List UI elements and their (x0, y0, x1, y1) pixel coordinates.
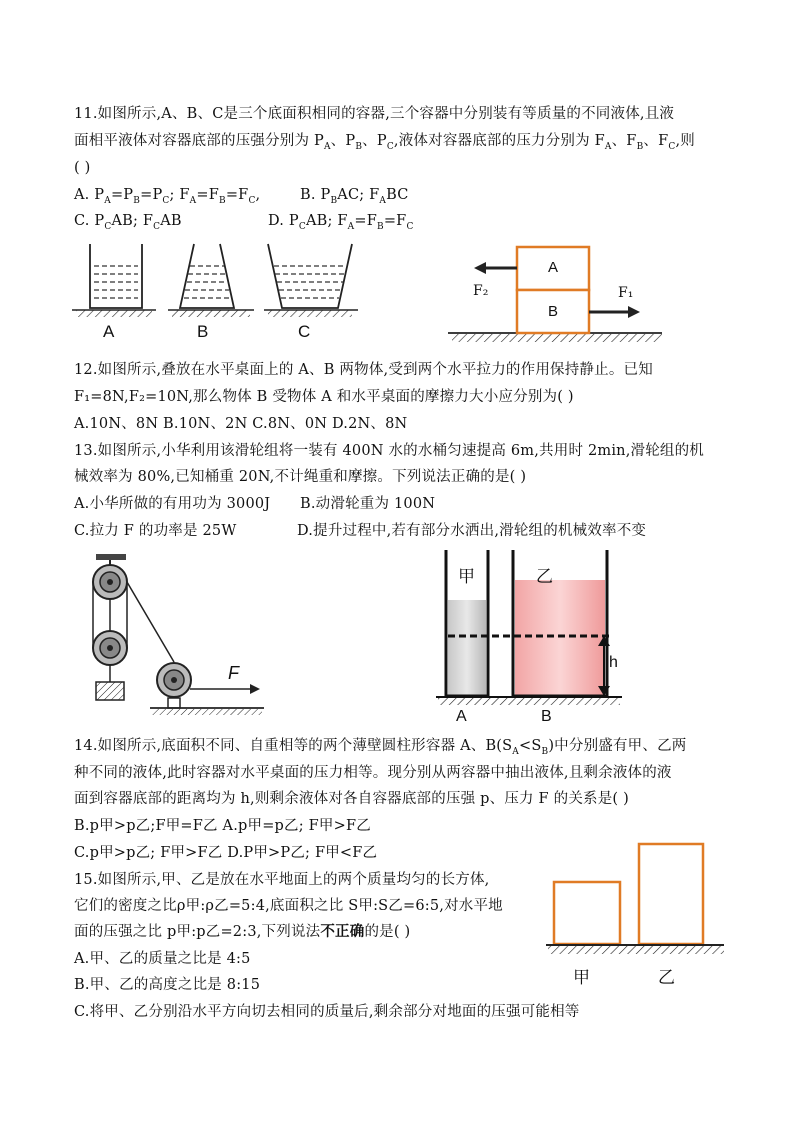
force-label-f1: F₁ (618, 285, 634, 301)
q11-sub: C (668, 141, 676, 152)
tank-a-liquid-label: 甲 (458, 567, 475, 587)
block-yi (639, 844, 703, 944)
q11-sub: B (636, 141, 644, 152)
q12-line1: 12.如图所示,叠放在水平桌面上的 A、B 两物体,受到两个水平拉力的作用保持静止。已知 (74, 362, 653, 378)
q13-option-d: D.提升过程中,若有部分水洒出,滑轮组的机械效率不变 (297, 523, 647, 539)
pulley-figure (82, 552, 282, 722)
q15-line2: 它们的密度之比ρ甲:ρ乙=5:4,底面积之比 S甲:S乙=6:5,对水平地 (74, 898, 503, 914)
q11-text: ,液体对容器底部的压力分别为 F (393, 133, 605, 149)
q11-text: 、F (643, 133, 669, 149)
q11-sub: B (355, 141, 363, 152)
weight-block (96, 682, 124, 700)
arrow-f1-head (628, 306, 640, 318)
q12-options: A.10N、8N B.10N、2N C.8N、0N D.2N、8N (74, 416, 408, 432)
fixed-pulley (93, 565, 127, 599)
force-label-f2: F₂ (473, 283, 489, 299)
q11-option-d: D. $P_CAB$; $F_A=F_B=F_C$ (268, 213, 414, 232)
q13-line1: 13.如图所示,小华利用该滑轮组将一装有 400N 水的水桶匀速提高 6m,共用时 2min,滑轮组的机 (74, 443, 705, 459)
arrow-f2-head (474, 262, 486, 274)
two-blocks-figure (544, 842, 726, 964)
q15-option-b: B.甲、乙的高度之比是 8:15 (74, 977, 261, 993)
q13-option-b: B.动滑轮重为 100N (300, 496, 436, 512)
q15-line1: 15.如图所示,甲、乙是放在水平地面上的两个质量均匀的长方体, (74, 872, 490, 888)
q13-option-a: A.小华所做的有用功为 3000J (74, 496, 271, 512)
q14-options-cd: C.p甲>p乙; F甲>F乙 D.P甲>P乙; F甲<F乙 (74, 845, 378, 861)
container-c (264, 244, 358, 317)
q14-text: 14.如图所示,底面积不同、自重相等的两个薄壁圆柱形容器 A、B(S (74, 738, 513, 754)
q11-sub: A (323, 141, 331, 152)
container-label-c: C (298, 322, 311, 341)
container-b (168, 244, 254, 317)
block-label-b: B (548, 303, 559, 320)
q15-text: 的是( ) (364, 924, 411, 940)
q11-text: 、P (362, 133, 387, 149)
containers-figure (72, 238, 372, 348)
q14-line1: 14.如图所示,底面积不同、自重相等的两个薄壁圆柱形容器 A、$B(S_A<S_B)$中分别盛有甲、乙两 (74, 738, 687, 757)
q11-text: ,则 (675, 133, 695, 149)
q12-line2: F₁=8N,F₂=10N,那么物体 B 受物体 A 和水平桌面的摩擦力大小应分别为( ) (74, 389, 574, 405)
container-a (72, 244, 156, 317)
tank-b-label: B (541, 708, 552, 725)
ground-pulley (157, 663, 191, 708)
q11-option-a: A. $P_A=P_B=P_C$; $F_A=F_B=F_C$, (74, 187, 261, 206)
q11-text: 、P (330, 133, 356, 149)
q11-text: 、F (611, 133, 637, 149)
q11-option-c: C. $P_CAB$; $F_CAB$ (74, 213, 182, 232)
height-label: h (609, 654, 618, 671)
q11-stem-line2 (74, 131, 695, 157)
liquid-b (515, 580, 605, 696)
container-label-a: A (103, 322, 115, 341)
q11-stem-line1: 11.如图所示,A、B、C是三个底面积相同的容器,三个容器中分别装有等质量的不同液体,且液 (74, 106, 675, 122)
q14-sub: A (512, 746, 519, 757)
tank-b-liquid-label: 乙 (536, 567, 553, 587)
block-jia (554, 882, 620, 944)
q11-sub: A (604, 141, 612, 152)
tank-a-label: A (456, 708, 467, 725)
q11-blank: ( ) (74, 160, 91, 176)
block-yi-label: 乙 (658, 968, 675, 988)
q15-line3 (74, 922, 410, 942)
q15-option-a: A.甲、乙的质量之比是 4:5 (74, 951, 251, 967)
q14-line2: 种不同的液体,此时容器对水平桌面的压力相等。现分别从两容器中抽出液体,且剩余液体的液 (74, 765, 672, 781)
block-jia-label: 甲 (573, 968, 590, 988)
pull-force-label: F (228, 663, 239, 683)
q11-option-b: B. $P_BAC$; $F_ABC$ (300, 187, 409, 206)
q13-option-c: C.拉力 F 的功率是 25W (74, 523, 237, 539)
q14-line3: 面到容器底部的距离均为 h,则剩余液体对各自容器底部的压强 p、压力 F 的关系是( ) (74, 791, 629, 807)
q15-text: 面的压强之比 p甲:p乙=2:3,下列说法 (74, 924, 321, 940)
liquid-a (448, 600, 486, 696)
q11-text: 面相平液体对容器底部的压强分别为 P (74, 133, 324, 149)
q14-options-ab: B.p甲>p乙;F甲=F乙 A.p甲=p乙; F甲>F乙 (74, 818, 371, 834)
q11-sub: C (386, 141, 394, 152)
block-label-a: A (548, 259, 559, 276)
q15-option-c: C.将甲、乙分别沿水平方向切去相同的质量后,剩余部分对地面的压强可能相等 (74, 1004, 580, 1020)
q14-sub: B (541, 746, 549, 757)
q15-emphasis: 不正确 (320, 923, 365, 940)
movable-pulley (93, 631, 127, 665)
q13-line2: 械效率为 80%,已知桶重 20N,不计绳重和摩擦。下列说法正确的是( ) (74, 469, 527, 485)
container-label-b: B (197, 322, 209, 341)
